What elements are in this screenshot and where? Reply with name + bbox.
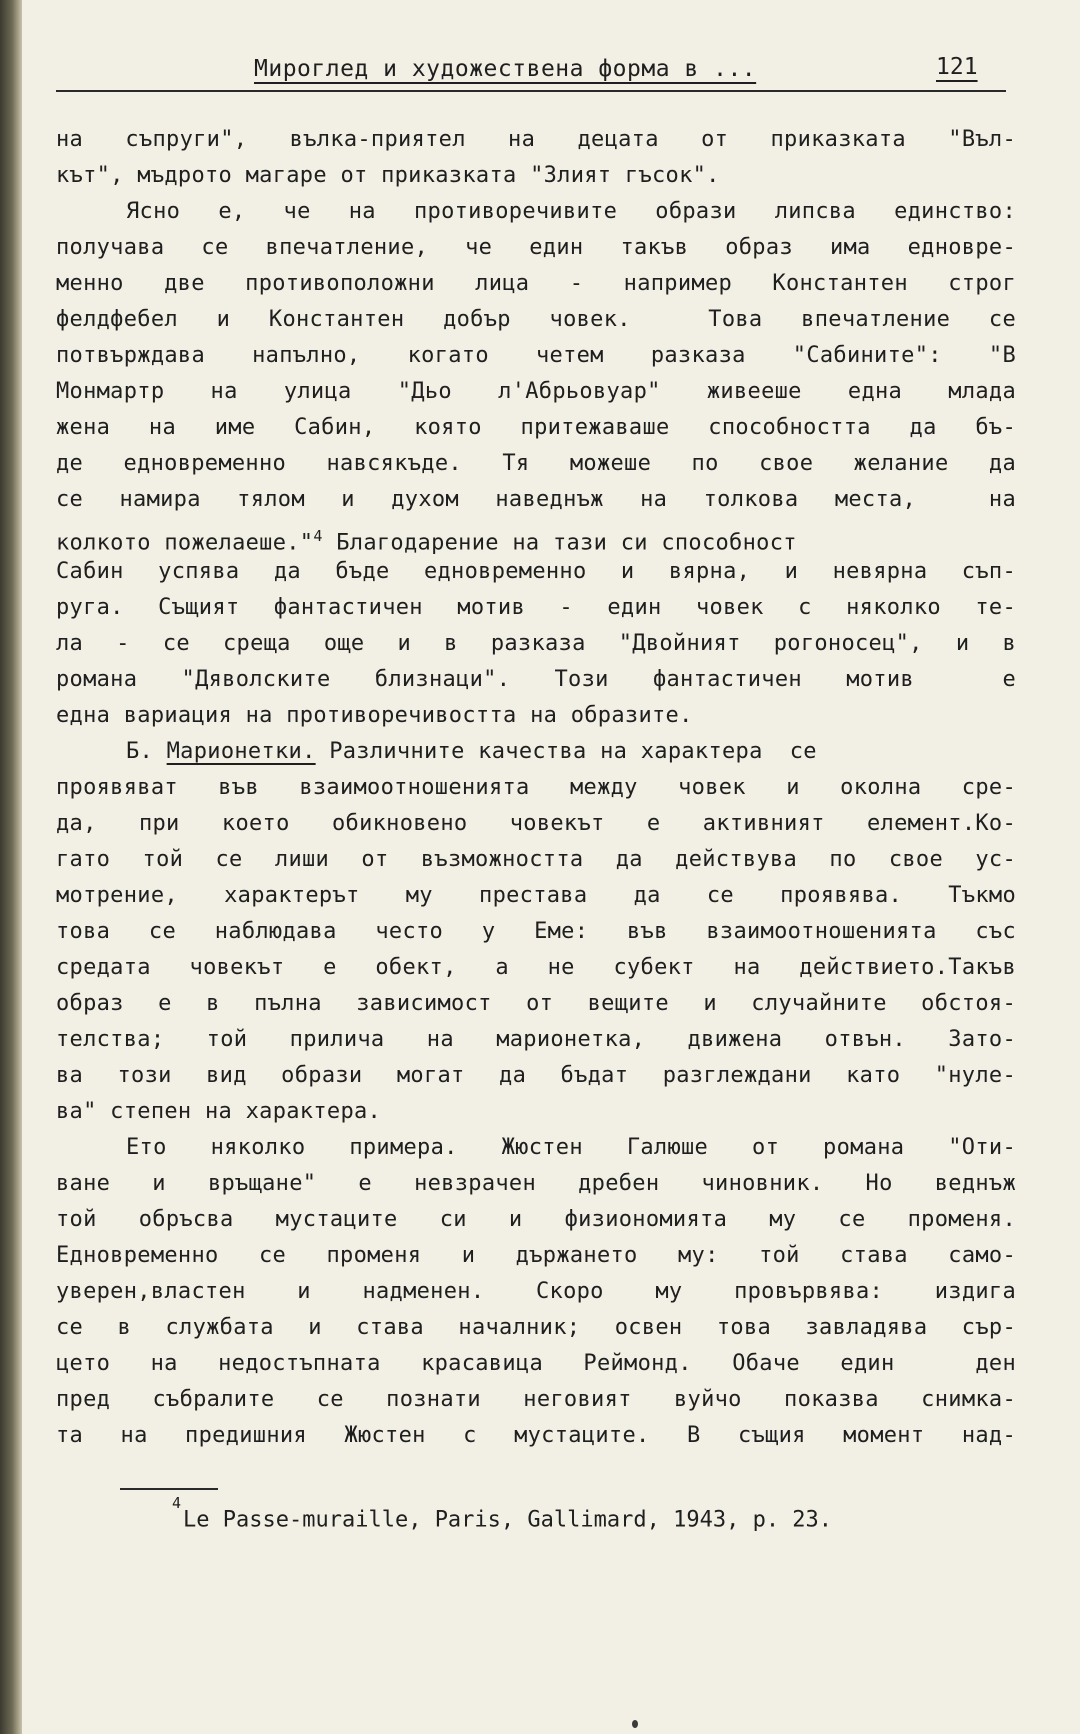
- page-number: 121: [936, 54, 978, 80]
- text-line: Едновременно се променя и държането му: той става само-: [56, 1243, 1016, 1268]
- text-line: гато той се лиши от възможността да действува по свое ус-: [56, 847, 1016, 872]
- book-binding-shadow: [0, 0, 22, 1734]
- text-line: се намира тялом и духом наведнъж на толкова места, на: [56, 487, 1016, 512]
- text-line: ла - се среща още и в разказа "Двойният рогоносец", и в: [56, 631, 1016, 656]
- text-line: на съпруги", вълка-приятел на децата от приказката "Въл-: [56, 127, 1016, 152]
- text-line: Ето няколко примера. Жюстен Галюше от романа "Оти-: [126, 1135, 1016, 1160]
- section-heading-line: [56, 734, 1016, 770]
- text-line: романа "Дяволските близнаци". Този фантастичен мотив е: [56, 667, 1016, 692]
- text-line: руга. Същият фантастичен мотив - един човек с няколко те-: [56, 595, 1016, 620]
- text-line: образ е в пълна зависимост от вещите и случайните обстоя-: [56, 991, 1016, 1016]
- main-text: [56, 122, 1016, 1454]
- text-line: Сабин успява да бъде едновременно и вярна, и невярна съп-: [56, 559, 1016, 584]
- text-line: телства; той прилича на марионетка, движена отвън. Зато-: [56, 1027, 1016, 1052]
- text-line: ва" степен на характера.: [56, 1099, 382, 1124]
- text-line: Ясно е, че на противоречивите образи липсва единство:: [126, 199, 1016, 224]
- text-line-continuation: Различните качества на характера се: [329, 739, 817, 764]
- footnote-marker: 4: [172, 1494, 182, 1512]
- text-line: мотрение, характерът му престава да се проявява. Тъкмо: [56, 883, 1016, 908]
- text-line: средата човекът е обект, а не субект на действието.Такъв: [56, 955, 1016, 980]
- book-page: [22, 0, 1080, 1734]
- text-line-continuation: Благодарение на тази си способност: [336, 530, 797, 556]
- text-line: получава се впечатление, че един такъв образ има едновре-: [56, 235, 1016, 260]
- text-line: проявяват във взаимоотношенията между човек и околна сре-: [56, 775, 1016, 800]
- text-line: менно две противоположни лица - например Константен строг: [56, 271, 1016, 296]
- running-header: [56, 50, 1006, 92]
- text-line: кът", мъдрото магаре от приказката "Злият гъсок".: [56, 163, 720, 188]
- text-line: той обръсва мустаците си и физиономията му се променя.: [56, 1207, 1016, 1232]
- text-line: де едновременно навсякъде. Тя можеше по свое желание да: [56, 451, 1016, 476]
- text-line-with-footnote: [56, 518, 1016, 554]
- text-line: ване и връщане" е невзрачен дребен чиновник. Но веднъж: [56, 1171, 1016, 1196]
- text-line: потвърждава напълно, когато четем разказа "Сабините": "В: [56, 343, 1016, 368]
- text-line: пред събралите се познати неговият вуйчо показва снимка-: [56, 1387, 1016, 1412]
- text-line: това се наблюдава често у Еме: във взаимоотношенията със: [56, 919, 1016, 944]
- text-line: жена на име Сабин, която притежаваше способността да бъ-: [56, 415, 1016, 440]
- text-line: ва този вид образи могат да бъдат разглеждани като "нуле-: [56, 1063, 1016, 1088]
- text-line: Монмартр на улица "Дьо л'Абрьовуар" живееше една млада: [56, 379, 1016, 404]
- text-line: да, при което обикновено човекът е активният елемент.Ко-: [56, 811, 1016, 836]
- footnote-ref-marker: 4: [313, 527, 323, 545]
- text-line: цето на недостъпната красавица Реймонд. Обаче един ден: [56, 1351, 1016, 1376]
- section-letter: Б.: [126, 739, 154, 764]
- footnote-divider: [120, 1488, 218, 1490]
- running-header-title: Мироглед и художествена форма в ...: [254, 56, 757, 82]
- footnote-text: Le Passe-muraille, Paris, Gallimard, 1943, p. 23.: [183, 1507, 833, 1533]
- text-line: та на предишния Жюстен с мустаците. В същия момент над-: [56, 1423, 1016, 1448]
- paper-speck: [632, 1720, 638, 1728]
- section-heading: Марионетки.: [166, 739, 316, 764]
- quote-end: колкото пожелаеше.": [56, 530, 314, 556]
- footnote: [172, 1494, 833, 1533]
- text-line: уверен,властен и надменен. Скоро му провървява: издига: [56, 1279, 1016, 1304]
- text-line: се в службата и става началник; освен това завладява сър-: [56, 1315, 1016, 1340]
- text-line: една вариация на противоречивостта на образите.: [56, 703, 693, 728]
- text-line: фелдфебел и Константен добър човек. Това впечатление се: [56, 307, 1016, 332]
